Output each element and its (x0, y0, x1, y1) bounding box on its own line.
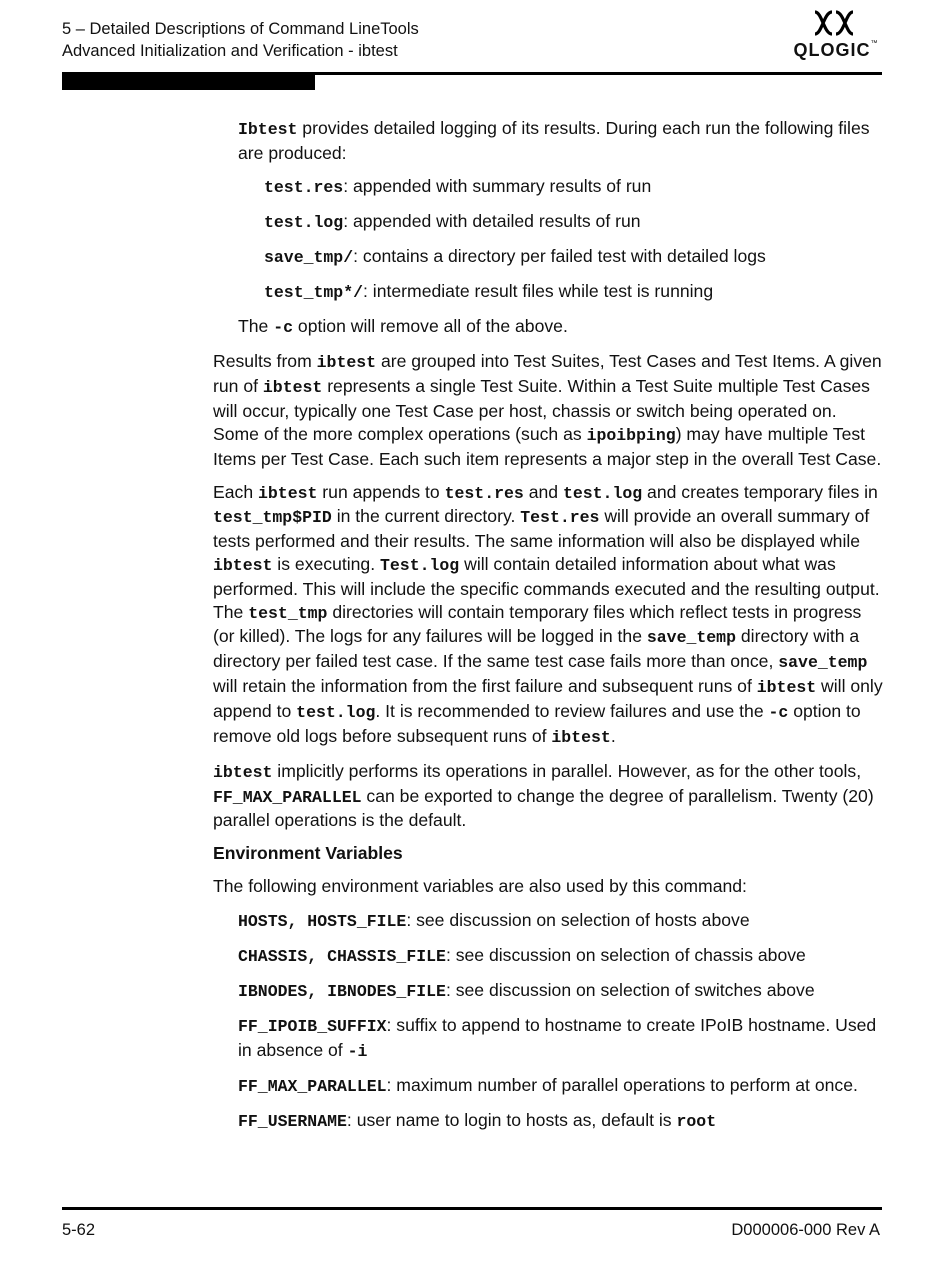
qlogic-logo-mark-icon (812, 10, 856, 36)
c-option-paragraph: The -c option will remove all of the above. (238, 316, 568, 338)
file-item: test.res: appended with summary results of run (264, 175, 652, 197)
env-var-item: FF_MAX_PARALLEL: maximum number of parallel operations to perform at once. (238, 1074, 858, 1096)
logo-text: QLOGIC™ (793, 40, 879, 60)
env-var-item: IBNODES, IBNODES_FILE: see discussion on selection of switches above (238, 979, 815, 1001)
qlogic-logo (790, 10, 880, 64)
each-run-paragraph: Each ibtest run appends to test.res and test.log and creates temporary files in test_tmp$PID in the current directory. Test.res will provide an overall summary of tests performed and their results. The same information will also be displayed while ibtest is executing. Test.log will contain detailed information about what was performed. This will include the specific commands executed and the resulting output. The test_tmp directories will contain temporary files which reflect tests in progress (or killed). The logs for any failures will be logged in the save_temp directory with a directory per failed test case. If the same test case fails more than once, save_temp will retain the information from the first failure and subsequent runs of ibtest will only append to test.log. It is recommended to review failures and use the -c option to remove old logs before subsequent runs of ibtest. (213, 481, 883, 747)
document-id: D000006-000 Rev A (731, 1221, 880, 1239)
page-number: 5-62 (62, 1221, 96, 1239)
intro-paragraph: Ibtest provides detailed logging of its results. During each run the following files are produced: (238, 118, 870, 163)
env-var-item: FF_IPOIB_SUFFIX: suffix to append to hostname to create IPoIB hostname. Used in absence of -i (238, 1014, 877, 1061)
file-item: save_tmp/: contains a directory per failed test with detailed logs (264, 246, 766, 268)
env-var-item: FF_USERNAME: user name to login to hosts as, default is root (238, 1109, 717, 1131)
footer-rule (62, 1207, 882, 1210)
page-body (213, 117, 883, 1144)
header-chapter-title: 5 – Detailed Descriptions of Command LineTools (62, 20, 419, 38)
env-var-item: HOSTS, HOSTS_FILE: see discussion on selection of hosts above (238, 909, 750, 931)
env-var-item: CHASSIS, CHASSIS_FILE: see discussion on selection of chassis above (238, 944, 806, 966)
header-bar (62, 75, 315, 90)
parallel-paragraph: ibtest implicitly performs its operations in parallel. However, as for the other tools, FF_MAX_PARALLEL can be exported to change the degree of parallelism. Twenty (20) parallel operations is the default. (213, 760, 874, 831)
env-heading: Environment Variables (213, 843, 403, 864)
results-paragraph: Results from ibtest are grouped into Test Suites, Test Cases and Test Items. A given run of ibtest represents a single Test Suite. Within a Test Suite multiple Test Cases will occur, typically one Test Case per host, chassis or switch being operated on. Some of the more complex operations (such as ipoibping) may have multiple Test Items per Test Case. Each such item represents a major step in the overall Test Case. (213, 351, 882, 469)
header-section-title: Advanced Initialization and Verification - ibtest (62, 42, 398, 60)
file-item: test_tmp*/: intermediate result files while test is running (264, 281, 714, 303)
file-item: test.log: appended with detailed results of run (264, 210, 641, 232)
env-intro: The following environment variables are also used by this command: (213, 876, 747, 897)
